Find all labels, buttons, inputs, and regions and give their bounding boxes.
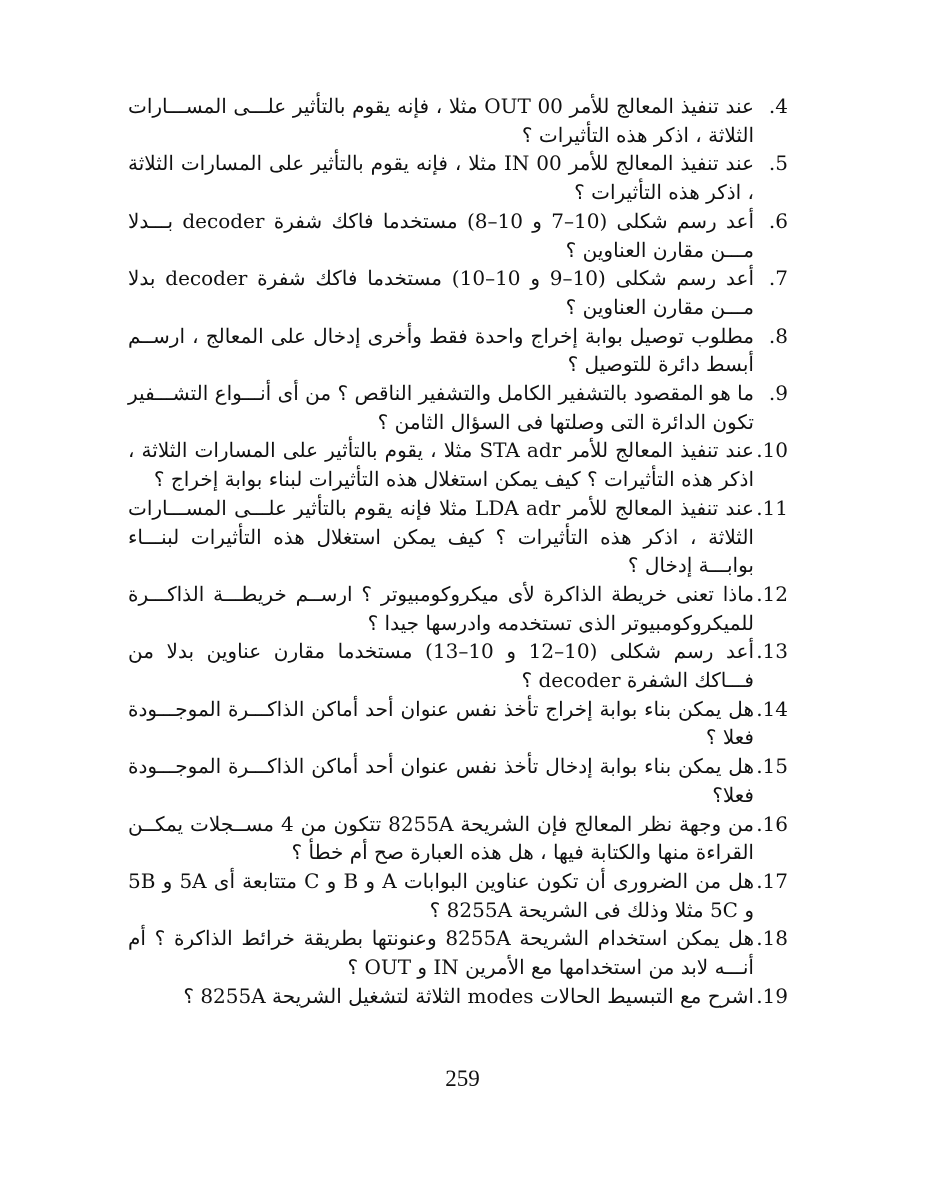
question-item (128, 982, 788, 1011)
question-number: 7. (768, 266, 788, 291)
question-text: ما هو المقصود بالتشفير الكامل والتشفير الناقص ؟ من أى أنـــواع التشـــفير تكون الدائرة التى وصلتها فى السؤال الثامن ؟ (128, 381, 754, 434)
question-number: 10. (756, 438, 788, 463)
question-number: 6. (768, 208, 788, 233)
question-text: أعد رسم شكلى (10–9 و 10–10) مستخدما فاكك شفرة decoder بدلا مـــن مقارن العناوين ؟ (128, 266, 755, 319)
question-number: 13. (756, 639, 788, 664)
question-text: عند تنفيذ المعالج للأمر IN 00 مثلا ، فإنه يقوم بالتأثير على المسارات الثلاثة ، اذكر هذه التأثيرات ؟ (128, 151, 755, 205)
question-item (128, 92, 788, 149)
question-item (128, 752, 788, 809)
question-text: أعد رسم شكلى (10–7 و 10–8) مستخدما فاكك شفرة decoder بـــدلا مـــن مقارن العناوين ؟ (128, 208, 754, 262)
question-number: 19. (756, 983, 788, 1008)
question-item (128, 436, 788, 493)
question-number: 9. (768, 381, 788, 406)
question-text: عند تنفيذ المعالج للأمر LDA adr مثلا فإنه يقوم بالتأثير علـــى المســـارات الثلاثة ، اذكر هذه التأثيرات ؟ كيف يمكن استغلال هذه التأثيرات لبنـــاء بوابـــة إدخال ؟ (128, 495, 754, 578)
question-item (128, 379, 788, 436)
question-item (128, 867, 788, 924)
question-text: هل يمكن بناء بوابة إدخال تأخذ نفس عنوان أحد أماكن الذاكـــرة الموجـــودة فعلا؟ (128, 754, 754, 807)
question-text: هل من الضرورى أن تكون عناوين البوابات A و B و C متتابعة أى 5A و 5B و 5C مثلا وذلك فى الشريحة 8255A ؟ (128, 868, 754, 922)
question-text: هل يمكن بناء بوابة إخراج تأخذ نفس عنوان أحد أماكن الذاكـــرة الموجـــودة فعلا ؟ (128, 696, 754, 750)
question-number: 17. (756, 868, 788, 893)
question-text: ماذا تعنى خريطة الذاكرة لأى ميكروكومبيوتر ؟ ارســم خريطـــة الذاكـــرة للميكروكومبيوتر الذى تستخدمه وادرسها جيدا ؟ (128, 581, 754, 635)
question-text: مطلوب توصيل بوابة إخراج واحدة فقط وأخرى إدخال على المعالج ، ارســم أبسط دائرة للتوصيل ؟ (128, 323, 754, 377)
question-number: 18. (756, 926, 788, 951)
question-number: 4. (768, 94, 788, 118)
question-text: عند تنفيذ المعالج للأمر STA adr مثلا ، يقوم بالتأثير على المسارات الثلاثة ، اذكر هذه التأثيرات ؟ كيف يمكن استغلال هذه التأثيرات لبناء بوابة إخراج ؟ (128, 438, 754, 492)
question-item (128, 637, 788, 694)
question-item (128, 322, 788, 379)
page-number: 259 (445, 1066, 480, 1091)
question-text: أعد رسم شكلى (10–12 و 10–13) مستخدما مقارن عناوين بدلا من فـــاكك الشفرة decoder ؟ (128, 639, 755, 693)
question-number: 11. (756, 495, 788, 520)
question-item (128, 924, 788, 981)
question-number: 16. (756, 811, 788, 836)
question-item (128, 695, 788, 752)
question-number: 14. (756, 696, 788, 721)
question-list (128, 92, 788, 1011)
question-number: 12. (756, 581, 788, 606)
question-item (128, 494, 788, 580)
question-item (128, 149, 788, 206)
question-text: عند تنفيذ المعالج للأمر OUT 00 مثلا ، فإنه يقوم بالتأثير علـــى المســـارات الثلاثة ، اذكر هذه التأثيرات ؟ (128, 94, 754, 147)
question-number: 8. (768, 323, 788, 348)
question-number: 5. (768, 151, 788, 176)
question-number: 15. (756, 754, 788, 779)
question-text: اشرح مع التبسيط الحالات modes الثلاثة لتشغيل الشريحة 8255A ؟ (183, 983, 754, 1008)
question-item (128, 810, 788, 867)
question-item (128, 580, 788, 637)
question-item (128, 207, 788, 264)
question-text: هل يمكن استخدام الشريحة 8255A وعنونتها بطريقة خرائط الذاكرة ؟ أم أنـــه لابد من استخدامها مع الأمرين IN و OUT ؟ (128, 926, 755, 980)
question-text: من وجهة نظر المعالج فإن الشريحة 8255A تتكون من 4 مســجلات يمكــن القراءة منها والكتابة فيها ، هل هذه العبارة صح أم خطأ ؟ (128, 811, 754, 865)
question-item (128, 264, 788, 321)
